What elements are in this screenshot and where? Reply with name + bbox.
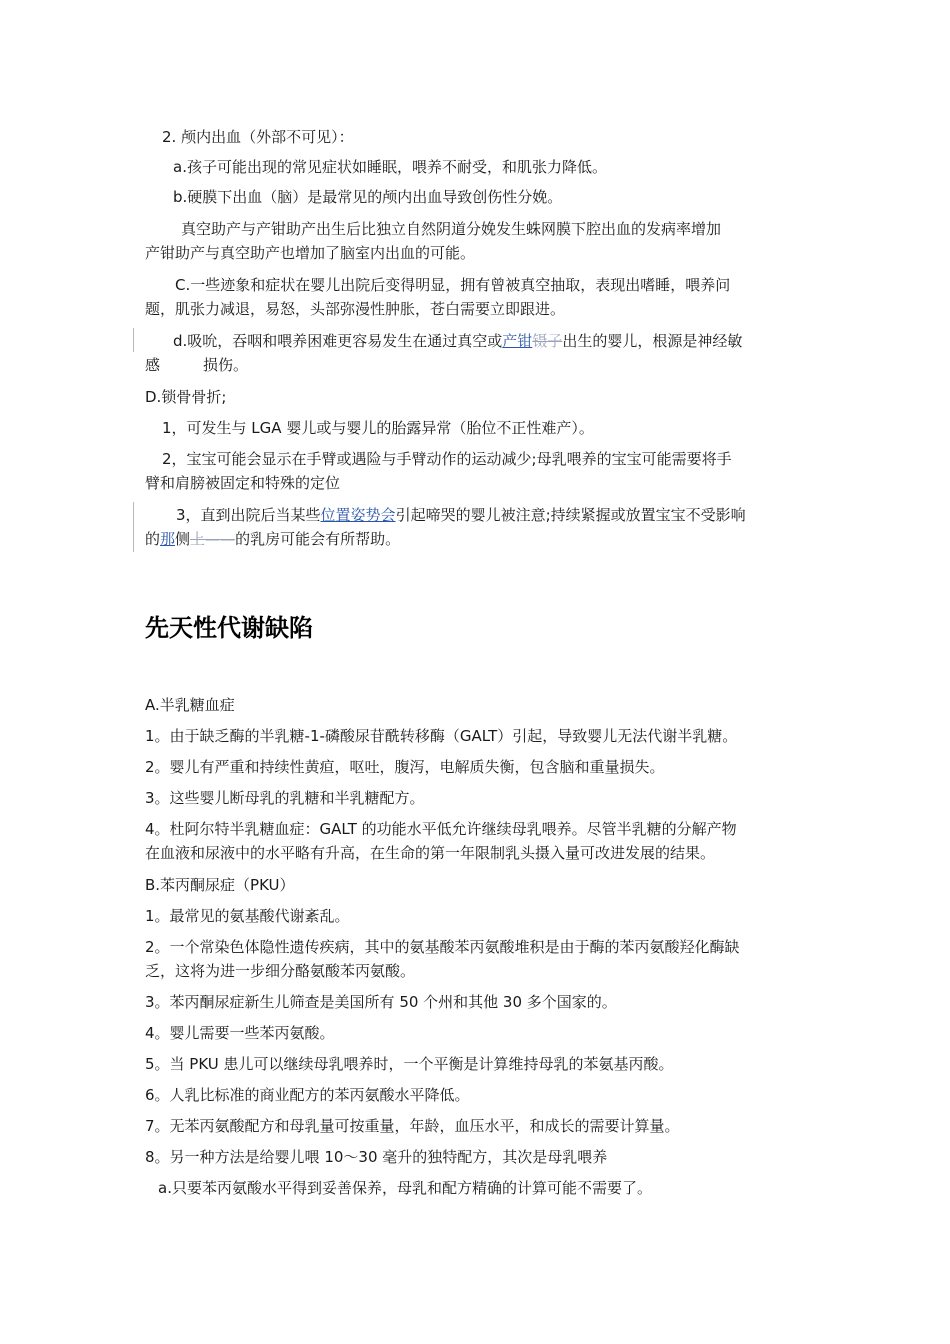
list-item: 2，宝宝可能会显示在手臂或遇险与手臂动作的运动减少;母乳喂养的宝宝可能需要将手 xyxy=(162,450,732,468)
list-item: 7。无苯丙氨酸配方和母乳量可按重量，年龄，血压水平，和成长的需要计算量。 xyxy=(145,1117,680,1135)
list-item: 2。一个常染色体隐性遗传疾病，其中的氨基酸苯丙氨酸堆积是由于酶的苯丙氨酸羟化酶缺 xyxy=(145,938,740,956)
list-item: 2. 颅内出血（外部不可见）： xyxy=(162,128,354,146)
inserted-text: 位置姿势会 xyxy=(320,506,396,524)
list-item: a.只要苯丙氨酸水平得到妥善保养，母乳和配方精确的计算可能不需要了。 xyxy=(158,1179,652,1197)
paragraph-line: 真空助产与产钳助产出生后比独立自然阴道分娩发生蛛网膜下腔出血的发病率增加 xyxy=(181,220,722,238)
list-item: b.硬膜下出血（脑）是最常见的颅内出血导致创伤性分娩。 xyxy=(173,188,563,206)
text-run: 引起啼哭的婴儿被注意;持续紧握或放置宝宝不受影响 xyxy=(395,506,746,524)
section-label: D.锁骨骨折; xyxy=(145,388,227,406)
text-run: 出生的婴儿，根源是神经敏 xyxy=(562,332,743,350)
list-item: 3。这些婴儿断母乳的乳糖和半乳糖配方。 xyxy=(145,789,425,807)
list-item: C.一些迹象和症状在婴儿出院后变得明显，拥有曾被真空抽取，表现出嗜睡，喂养问 xyxy=(175,276,731,294)
list-item: 1。由于缺乏酶的半乳糖-1-磷酸尿苷酰转移酶（GALT）引起，导致婴儿无法代谢半乳糖。 xyxy=(145,727,738,745)
deleted-text: 镊子 xyxy=(532,332,563,350)
deleted-text: 上—— xyxy=(190,530,236,548)
text-run: d.吸吮，吞咽和喂养困难更容易发生在通过真空或 xyxy=(173,332,503,350)
list-item: 3。苯丙酮尿症新生儿筛查是美国所有 50 个州和其他 30 多个国家的。 xyxy=(145,993,617,1011)
inserted-text: 那 xyxy=(160,530,176,548)
list-item xyxy=(173,331,742,351)
text-run: 3，直到出院后当某些 xyxy=(176,506,321,524)
paragraph-line: 乏，这将为进一步细分酪氨酸苯丙氨酸。 xyxy=(145,962,416,980)
paragraph-line: 感 xyxy=(145,356,161,374)
paragraph-line: 产钳助产与真空助产也增加了脑室内出血的可能。 xyxy=(145,244,476,262)
list-item: a.孩子可能出现的常见症状如睡眠，喂养不耐受，和肌张力降低。 xyxy=(173,158,607,176)
list-item: 1。最常见的氨基酸代谢紊乱。 xyxy=(145,907,350,925)
section-label: A.半乳糖血症 xyxy=(145,696,235,714)
change-bar xyxy=(133,502,134,552)
paragraph-line: 损伤。 xyxy=(203,356,249,374)
section-label: B.苯丙酮尿症（PKU） xyxy=(145,876,295,894)
list-item: 6。人乳比标准的商业配方的苯丙氨酸水平降低。 xyxy=(145,1086,470,1104)
paragraph-line: 在血液和尿液中的水平略有升高，在生命的第一年限制乳头摄入量可改进发展的结果。 xyxy=(145,844,716,862)
section-heading: 先天性代谢缺陷 xyxy=(145,614,313,642)
paragraph-line: 臂和肩膀被固定和特殊的定位 xyxy=(145,474,341,492)
list-item: 4。婴儿需要一些苯丙氨酸。 xyxy=(145,1024,335,1042)
text-run: 侧 xyxy=(175,530,191,548)
list-item: 8。另一种方法是给婴儿喂 10～30 毫升的独特配方，其次是母乳喂养 xyxy=(145,1148,608,1166)
list-item: 4。杜阿尔特半乳糖血症：GALT 的功能水平低允许继续母乳喂养。尽管半乳糖的分解产物 xyxy=(145,820,737,838)
list-item xyxy=(176,505,746,525)
inserted-text: 产钳 xyxy=(502,332,533,350)
text-run: 的 xyxy=(145,530,161,548)
list-item: 2。婴儿有严重和持续性黄疸，呕吐，腹泻，电解质失衡，包含脑和重量损失。 xyxy=(145,758,665,776)
list-item: 1，可发生与 LGA 婴儿或与婴儿的胎露异常（胎位不正性难产）。 xyxy=(162,419,594,437)
paragraph-line: 题，肌张力减退，易怒，头部弥漫性肿胀，苍白需要立即跟进。 xyxy=(145,300,566,318)
change-bar xyxy=(133,328,134,352)
list-item: 5。当 PKU 患儿可以继续母乳喂养时，一个平衡是计算维持母乳的苯氨基丙酸。 xyxy=(145,1055,674,1073)
paragraph-line xyxy=(145,529,400,549)
text-run: 的乳房可能会有所帮助。 xyxy=(235,530,401,548)
